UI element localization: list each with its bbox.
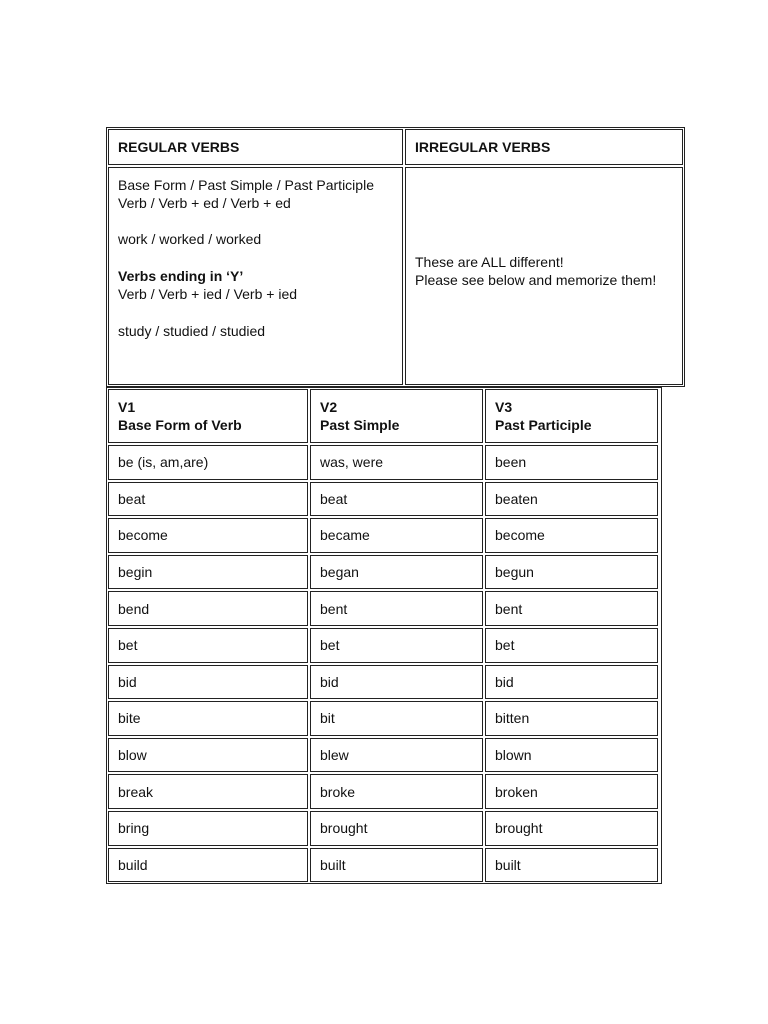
past-participle-cell: beaten <box>485 482 658 517</box>
column-label: Past Simple <box>320 417 400 433</box>
base-form-cell: build <box>108 848 308 883</box>
past-simple-cell: broke <box>310 774 483 809</box>
past-simple-cell: bid <box>310 665 483 700</box>
y-ending-heading: Verbs ending in ‘Y’ <box>118 268 244 284</box>
column-code: V2 <box>320 399 338 415</box>
verb-grid <box>108 389 660 882</box>
past-participle-cell: bid <box>485 665 658 700</box>
past-simple-cell: beat <box>310 482 483 517</box>
regular-verbs-header: REGULAR VERBS <box>108 129 403 165</box>
base-form-cell: become <box>108 518 308 553</box>
past-simple-cell: bent <box>310 591 483 626</box>
past-participle-cell: bitten <box>485 701 658 736</box>
past-participle-cell: broken <box>485 774 658 809</box>
base-form-cell: be (is, am,are) <box>108 445 308 480</box>
past-participle-cell: blown <box>485 738 658 773</box>
verb-rules-table <box>106 127 685 387</box>
regular-verbs-body <box>108 167 403 385</box>
past-simple-cell: brought <box>310 811 483 846</box>
past-simple-cell: bit <box>310 701 483 736</box>
past-participle-cell: been <box>485 445 658 480</box>
base-form-cell: bring <box>108 811 308 846</box>
past-participle-cell: become <box>485 518 658 553</box>
past-participle-cell: begun <box>485 555 658 590</box>
column-header-v2 <box>310 389 483 443</box>
column-header-v1 <box>108 389 308 443</box>
base-form-cell: bend <box>108 591 308 626</box>
irregular-verbs-body <box>405 167 683 385</box>
column-code: V3 <box>495 399 513 415</box>
base-form-cell: beat <box>108 482 308 517</box>
past-participle-cell: bent <box>485 591 658 626</box>
past-simple-cell: built <box>310 848 483 883</box>
past-simple-cell: blew <box>310 738 483 773</box>
past-participle-cell: bet <box>485 628 658 663</box>
past-simple-cell: became <box>310 518 483 553</box>
irregular-note-line1: These are ALL different! <box>415 254 564 270</box>
irregular-verbs-header: IRREGULAR VERBS <box>405 129 683 165</box>
past-simple-cell: began <box>310 555 483 590</box>
column-label: Base Form of Verb <box>118 417 242 433</box>
column-code: V1 <box>118 399 136 415</box>
irregular-note-line2: Please see below and memorize them! <box>415 272 657 288</box>
y-ending-example: study / studied / studied <box>118 323 266 339</box>
base-form-cell: bite <box>108 701 308 736</box>
y-ending-rule: Verb / Verb + ied / Verb + ied <box>118 286 298 302</box>
column-header-v3 <box>485 389 658 443</box>
irregular-verbs-table <box>106 387 662 884</box>
past-participle-cell: built <box>485 848 658 883</box>
past-participle-cell: brought <box>485 811 658 846</box>
past-simple-cell: was, were <box>310 445 483 480</box>
base-form-cell: bid <box>108 665 308 700</box>
base-form-cell: begin <box>108 555 308 590</box>
base-form-cell: blow <box>108 738 308 773</box>
past-simple-cell: bet <box>310 628 483 663</box>
column-label: Past Participle <box>495 417 592 433</box>
base-form-cell: bet <box>108 628 308 663</box>
regular-rule-line: Verb / Verb + ed / Verb + ed <box>118 195 291 211</box>
regular-forms-line: Base Form / Past Simple / Past Participle <box>118 177 374 193</box>
regular-example: work / worked / worked <box>118 231 262 247</box>
base-form-cell: break <box>108 774 308 809</box>
